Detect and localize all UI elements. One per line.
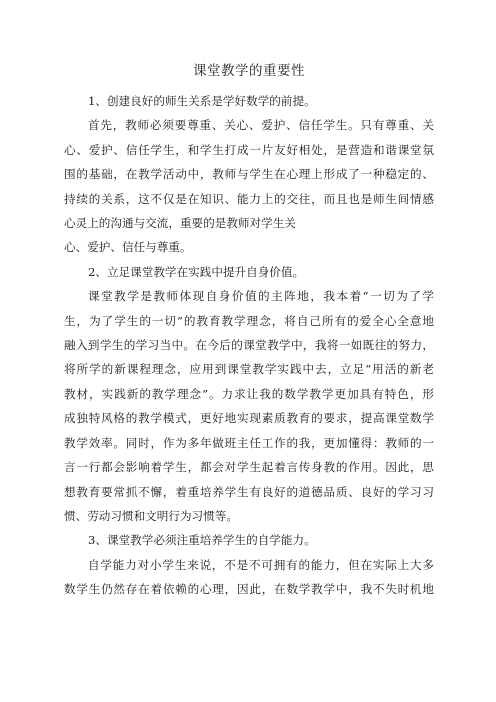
paragraph-line: 将所学的新课程理念，应用到课堂教学实践中去，立足“用活的新老 xyxy=(64,362,434,377)
paragraph-line: 教材，实践新的教学理念”。力求让我的数学教学更加具有特色，形 xyxy=(64,386,434,401)
paragraph-lines xyxy=(64,89,434,602)
section-heading: 3、课堂教学必须注重培养学生的自学能力。 xyxy=(88,533,316,548)
paragraph-line: 围的基础，在教学活动中，教师与学生在心理上形成了一种稳定的、 xyxy=(64,167,434,182)
paragraph-line: 心灵上的沟通与交流，重要的是教师对学生关 xyxy=(64,216,296,231)
paragraph-line: 心、爱护、信任学生，和学生打成一片友好相处，是营造和谐课堂氛 xyxy=(64,142,434,157)
paragraph-line: 成独特风格的教学模式，更好地实现素质教育的要求，提高课堂数学 xyxy=(64,411,434,426)
paragraph-line: 言一行都会影响着学生，都会对学生起着言传身教的作用。因此，思 xyxy=(64,460,434,475)
paragraph-line: 自学能力对小学生来说，不是不可拥有的能力，但在实际上大多 xyxy=(88,557,434,572)
paragraph-line: 数学生仍然存在着依赖的心理，因此，在数学教学中，我不失时机地 xyxy=(64,582,434,597)
section-heading: 1、创建良好的师生关系是学好数学的前提。 xyxy=(88,94,316,108)
paragraph-line: 教学效率。同时，作为多年做班主任工作的我，更加懂得：教师的一 xyxy=(64,435,434,450)
paragraph-line: 首先，教师必须要尊重、关心、爱护、信任学生。只有尊重、关 xyxy=(88,118,434,133)
section-heading: 2、立足课堂教学在实践中提升自身价值。 xyxy=(88,264,305,279)
paragraph-line: 想教育要常抓不懈，着重培养学生有良好的道德品质、良好的学习习 xyxy=(64,484,434,499)
paragraph-line: 生，为了学生的一切”的教育教学理念，将自己所有的爱全心全意地 xyxy=(64,313,434,328)
paragraph-line: 心、爱护、信任与尊重。 xyxy=(64,240,192,255)
document-title: 课堂教学的重要性 xyxy=(193,63,305,79)
paragraph-line: 融入到学生的学习当中。在今后的课堂教学中，我将一如既往的努力， xyxy=(64,338,434,353)
paragraph-line: 课堂教学是教师体现自身价值的主阵地，我本着“一切为了学 xyxy=(88,289,434,304)
paragraph-line: 惯、劳动习惯和文明行为习惯等。 xyxy=(64,508,238,523)
paragraph-line: 持续的关系，这不仅是在知识、能力上的交往，而且也是师生间情感 xyxy=(64,191,434,206)
document-body xyxy=(64,62,434,602)
